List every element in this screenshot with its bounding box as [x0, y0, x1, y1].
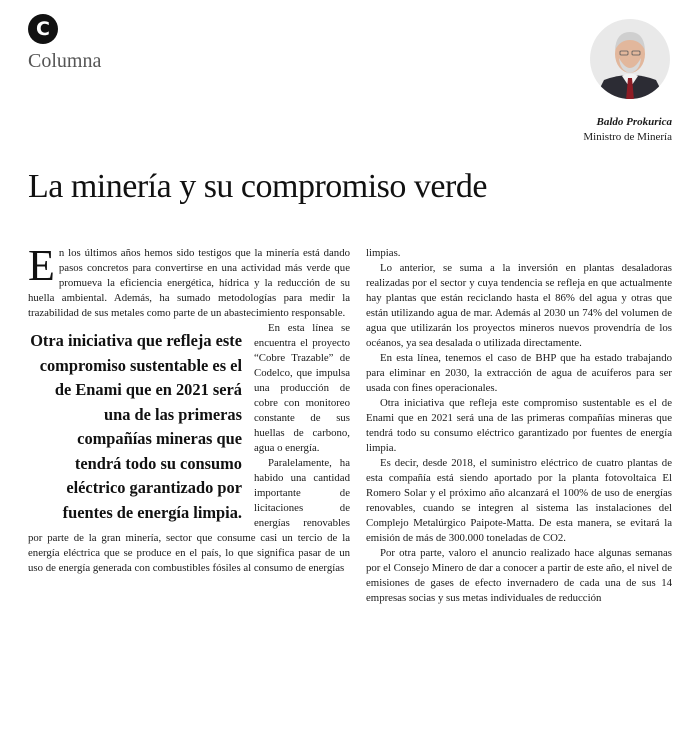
desaladoras-paragraph: Lo anterior, se suma a la inversión en plantas desaladoras realizadas por el sector y cuya tendencia se refleja en que actualmente hay plantas que están reciclando hasta el 86% del agua y otras que están utilizando agua de mar. Además al 2030 un 74% del volumen de agua que utilizarán los proyectos mineros nuevos provendría de los océanos, ya sea desalada o utilizada directamente.: [366, 262, 672, 349]
romero-paragraph: Es decir, desde 2018, el suministro eléctrico de cuatro plantas de esta compañía está siendo aportado por la planta fotovoltaica El Romero Solar y el próximo año alcanzará el 100% de uso de energías renovables, cuando se integren al sistema las instalaciones del Complejo Metalúrgico Paipote-Matta. De esta manera, se evitará la emisión de más de 300.000 toneladas de CO2.: [366, 457, 672, 544]
column-badge: C: [28, 14, 58, 44]
section-label: Columna: [28, 50, 102, 72]
pull-quote: Otra iniciativa que refleja este compromiso sustentable es el de Enami que en 2021 será una de las primeras compañías mineras que tendrá todo su consumo eléctrico garantizado por fuentes de energía limpia.: [30, 331, 242, 522]
intro-paragraph: [28, 241, 350, 321]
author-portrait: [590, 18, 670, 100]
author-name: Baldo Prokurica: [596, 116, 672, 128]
enami-paragraph: Otra iniciativa que refleja este compromiso sustentable es el de Enami que en 2021 será una de las primeras compañías mineras que tendrá todo su consumo eléctrico garantizado por fuentes de energía limpia.: [366, 397, 672, 454]
author-block: [583, 115, 672, 145]
cobre-trazable-paragraph: En esta línea se encuentra el proyecto “Cobre Trazable” de Codelco, que impulsa una producción de cobre con monitoreo constante de sus huellas de carbono, agua o energía.: [254, 322, 350, 454]
limpias-continuation: limpias.: [366, 247, 401, 259]
author-role: Ministro de Minería: [583, 131, 672, 143]
consejo-paragraph: Por otra parte, valoro el anuncio realizado hace algunas semanas por el Consejo Minero de dar a conocer a partir de este año, el nivel de emisiones de gases de efecto invernadero de cada una de sus 14 empresas socias y sus metas individuales de reducción: [366, 547, 672, 604]
article-column-left: [28, 241, 350, 576]
intro-text: n los últimos años hemos sido testigos que la minería está dando pasos concretos para convertirse en una actividad más verde que promueva la eficiencia energética, hídrica y la reducción de su huella ambiental. Además, ha sumado metodologías para medir la trazabilidad de sus metales como parte de un abastecimiento responsable.: [28, 247, 350, 319]
article-headline: La minería y su compromiso verde: [28, 168, 487, 205]
article-column-right: [366, 246, 672, 606]
paralelamente-paragraph: Paralelamente, ha habido una cantidad importante de licitaciones de energías renovables por parte de la gran minería, sector que consume casi un tercio de la energía eléctrica que se produce en el país, lo que significa pasar de un uso de energía generada con combustibles fósiles al consumo de energías: [28, 457, 350, 574]
bhp-paragraph: En esta línea, tenemos el caso de BHP que ha estado trabajando para eliminar en 2030, la extracción de agua de acuíferos para ser usada con fines operacionales.: [366, 352, 672, 394]
drop-cap: E: [28, 241, 55, 290]
